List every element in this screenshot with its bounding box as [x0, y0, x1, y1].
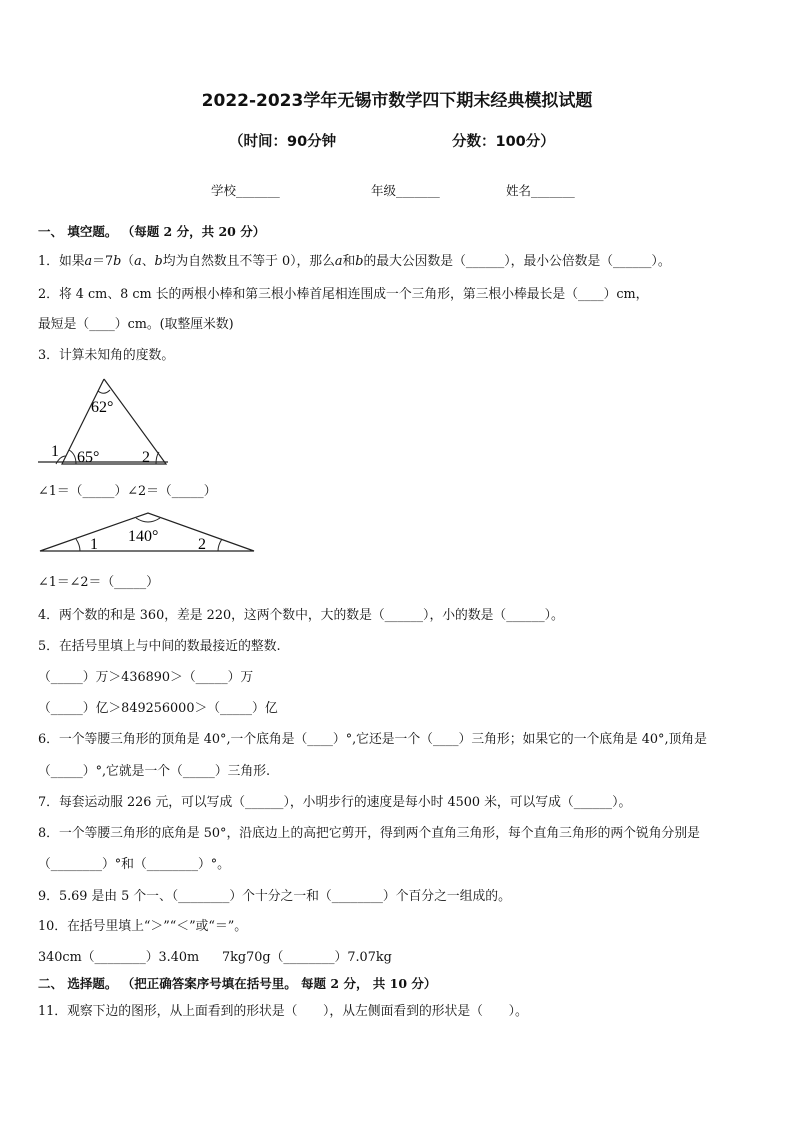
question-3-answer-1: ∠1＝（_____）∠2＝（_____）: [38, 484, 217, 499]
question-10a: 340cm（________）3.40m: [38, 950, 200, 965]
question-3-answer-2: ∠1＝∠2＝（_____）: [38, 575, 159, 590]
question-10b: 7kg70g（________）7.07kg: [222, 950, 392, 965]
angle-1-label: 1: [90, 536, 98, 553]
angle-62-label: 62°: [91, 399, 114, 416]
angle-1-label: 1: [51, 443, 59, 460]
section-fill-in-title: 一、 填空题。 （每题 2 分，共 20 分）: [38, 224, 266, 239]
question-7: 7．每套运动服 226 元，可以写成（______），小明步行的速度是每小时 4500 米，可以写成（______）。: [38, 795, 632, 810]
question-10: 10．在括号里填上“＞”“＜”或“＝”。: [38, 919, 248, 934]
triangle-figure-1: [36, 376, 176, 470]
angle-2-label: 2: [198, 536, 206, 553]
triangle-figure-2: [36, 508, 260, 556]
section-choice-title: 二、 选择题。 （把正确答案序号填在括号里。 每题 2 分， 共 10 分）: [38, 976, 437, 991]
name-field: 姓名_______: [506, 183, 575, 198]
question-2-line-2: 最短是（____）cm。(取整厘米数): [38, 317, 234, 332]
angle-140-label: 140°: [128, 528, 159, 545]
question-1: 1．如果𝑎＝7𝑏（𝑎、𝑏均为自然数且不等于 0），那么𝑎和𝑏的最大公因数是（______），最小公倍数是（______）。: [38, 254, 671, 269]
question-8-line-2: （________）°和（________）°。: [38, 857, 230, 872]
angle-2-label: 2: [142, 449, 150, 466]
angle-65-label: 65°: [77, 449, 100, 466]
question-6-line-2: （_____）°,它就是一个（_____）三角形.: [38, 764, 271, 779]
school-field: 学校_______: [211, 183, 280, 198]
question-2-line-1: 2．将 4 cm、8 cm 长的两根小棒和第三根小棒首尾相连围成一个三角形，第三根小棒最长是（____）cm，: [38, 287, 649, 302]
question-9: 9．5.69 是由 5 个一、（________）个十分之一和（________）个百分之一组成的。: [38, 889, 511, 904]
page-title: 2022-2023学年无锡市数学四下期末经典模拟试题: [201, 91, 593, 111]
question-3: 3．计算未知角的度数。: [38, 348, 175, 363]
question-6-line-1: 6．一个等腰三角形的顶角是 40°,一个底角是（____）°,它还是一个（____）三角形；如果它的一个底角是 40°,顶角是: [38, 732, 707, 747]
grade-field: 年级_______: [371, 183, 440, 198]
question-5b: （_____）亿＞849256000＞（_____）亿: [38, 701, 278, 716]
exam-score: 分数：100分）: [452, 134, 555, 150]
exam-time: （时间：90分钟: [229, 134, 337, 150]
question-5: 5．在括号里填上与中间的数最接近的整数.: [38, 639, 281, 654]
question-11: 11．观察下边的图形，从上面看到的形状是（ ），从左侧面看到的形状是（ ）。: [38, 1004, 528, 1019]
question-5a: （_____）万＞436890＞（_____）万: [38, 670, 254, 685]
question-8-line-1: 8．一个等腰三角形的底角是 50°，沿底边上的高把它剪开，得到两个直角三角形，每个直角三角形的两个锐角分别是: [38, 826, 700, 841]
question-4: 4．两个数的和是 360，差是 220，这两个数中，大的数是（______），小的数是（______）。: [38, 608, 564, 623]
